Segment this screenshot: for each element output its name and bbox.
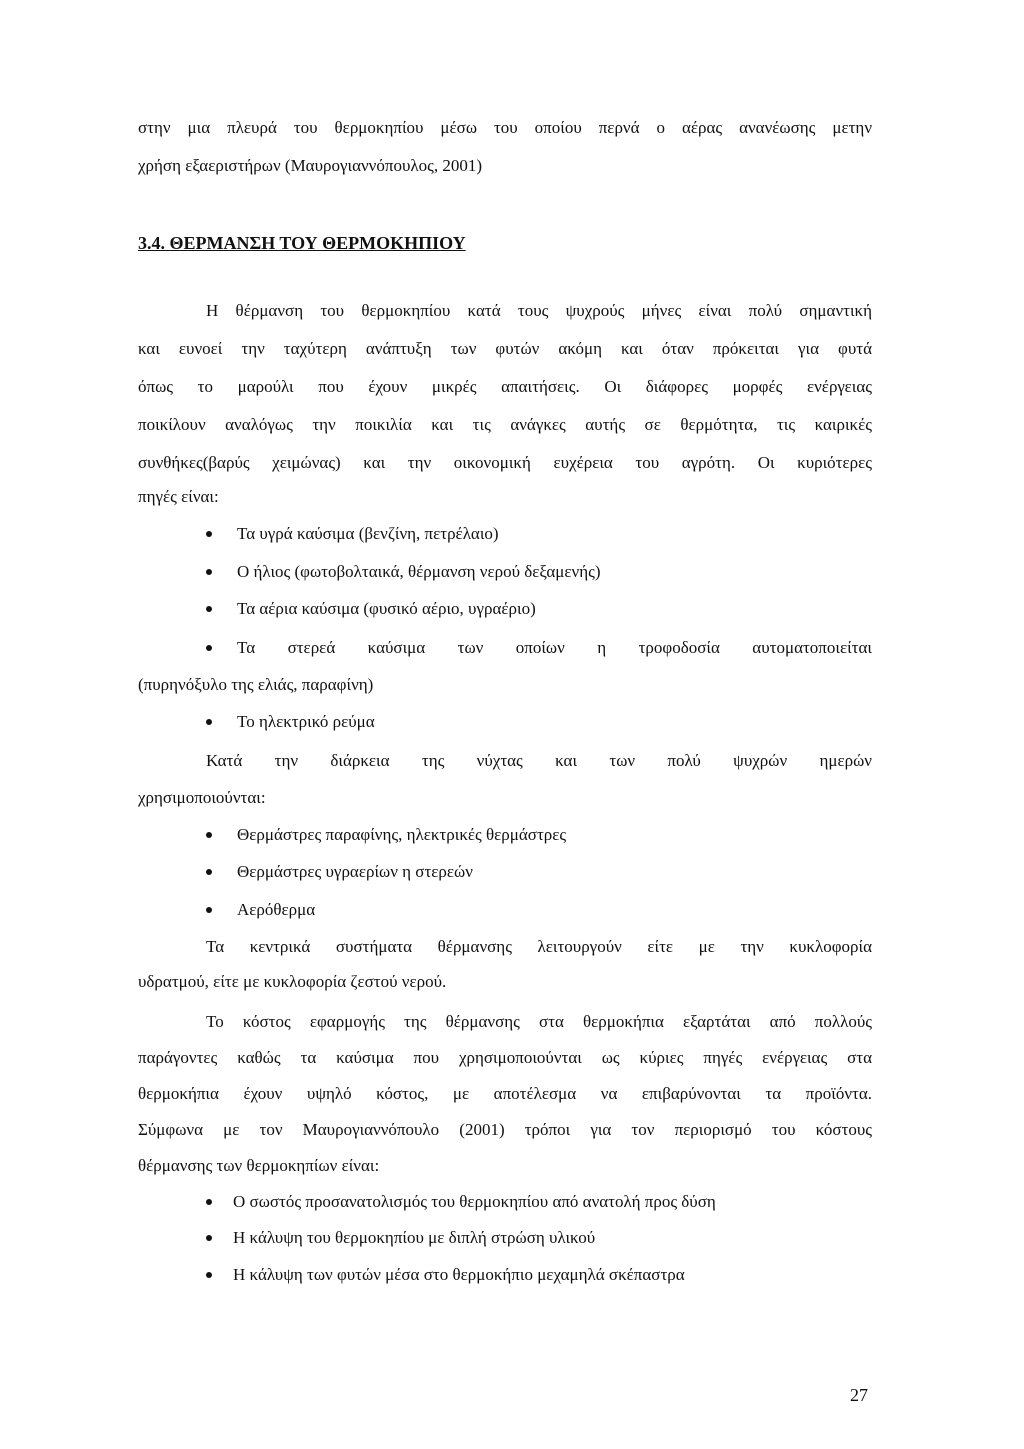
list-item-text: Θερμάστρες υγραερίων η στερεών: [237, 862, 473, 881]
bullet-icon: [206, 606, 212, 612]
bullet-icon: [206, 645, 212, 651]
list-item-text: Τα στερεά καύσιμα των οποίων η τροφοδοσία αυτοματοποιείται: [237, 638, 872, 657]
bullet-icon: [206, 1199, 212, 1205]
intro-line-2: χρήση εξαεριστήρων (Μαυρογιαννόπουλος, 2001): [138, 156, 482, 175]
central-line-2: υδρατμού, είτε με κυκλοφορία ζεστού νερού.: [138, 972, 447, 991]
page-number: 27: [850, 1385, 868, 1405]
list-item-text: Αερόθερμα: [237, 900, 316, 919]
bullet-icon: [206, 719, 212, 725]
para1-line-4: ποικίλουν αναλόγως την ποικιλία και τις ανάγκες αυτής σε θερμότητα, τις καιρικές: [138, 415, 872, 434]
list-item-text: Το ηλεκτρικό ρεύμα: [237, 712, 375, 731]
bullet-icon: [206, 569, 212, 575]
para1-line-6: πηγές είναι:: [138, 487, 219, 506]
list-item-text: Ο σωστός προσανατολισμός του θερμοκηπίου από ανατολή προς δύση: [233, 1192, 716, 1211]
bullet-icon: [206, 531, 212, 537]
list-item-text: Θερμάστρες παραφίνης, ηλεκτρικές θερμάστρες: [237, 825, 567, 844]
list-item-text: Η κάλυψη του θερμοκηπίου με διπλή στρώση υλικού: [233, 1228, 596, 1247]
intro-line-1: στην μια πλευρά του θερμοκηπίου μέσω του οποίου περνά ο αέρας ανανέωσης μετην: [138, 118, 872, 137]
bullet-icon: [206, 1235, 212, 1241]
night-line-2: χρησιμοποιούνται:: [138, 788, 266, 807]
section-heading: 3.4. ΘΕΡΜΑΝΣΗ ΤΟΥ ΘΕΡΜΟΚΗΠΙΟΥ: [138, 233, 466, 253]
bullet-icon: [206, 832, 212, 838]
list-item-continuation: (πυρηνόξυλο της ελιάς, παραφίνη): [138, 675, 374, 694]
cost-line-2: παράγοντες καθώς τα καύσιμα που χρησιμοποιούνται ως κύριες πηγές ενέργειας στα: [138, 1048, 872, 1067]
para1-line-3: όπως το μαρούλι που έχουν μικρές απαιτήσεις. Οι διάφορες μορφές ενέργειας: [138, 377, 872, 396]
central-line-1: Τα κεντρικά συστήματα θέρμανσης λειτουργούν είτε με την κυκλοφορία: [206, 937, 872, 956]
para1-line-2: και ευνοεί την ταχύτερη ανάπτυξη των φυτών ακόμη και όταν πρόκειται για φυτά: [138, 339, 872, 358]
list-item-text: Η κάλυψη των φυτών μέσα στο θερμοκήπιο μεχαμηλά σκέπαστρα: [233, 1265, 685, 1284]
cost-line-5: θέρμανσης των θερμοκηπίων είναι:: [138, 1156, 380, 1175]
para1-line-1: Η θέρμανση του θερμοκηπίου κατά τους ψυχρούς μήνες είναι πολύ σημαντική: [206, 301, 872, 320]
bullet-icon: [206, 1272, 212, 1278]
list-item-text: Τα αέρια καύσιμα (φυσικό αέριο, υγραέριο): [237, 599, 536, 618]
bullet-icon: [206, 869, 212, 875]
list-item-text: Τα υγρά καύσιμα (βενζίνη, πετρέλαιο): [237, 524, 499, 543]
para1-line-5: συνθήκες(βαρύς χειμώνας) και την οικονομική ευχέρεια του αγρότη. Οι κυριότερες: [138, 453, 872, 472]
cost-line-4: Σύμφωνα με τον Μαυρογιαννόπουλο (2001) τρόποι για τον περιορισμό του κόστους: [138, 1120, 872, 1139]
cost-line-3: θερμοκήπια έχουν υψηλό κόστος, με αποτέλεσμα να επιβαρύνονται τα προϊόντα.: [138, 1084, 872, 1103]
list-item-text: Ο ήλιος (φωτοβολταικά, θέρμανση νερού δεξαμενής): [237, 562, 601, 581]
night-line-1: Κατά την διάρκεια της νύχτας και των πολύ ψυχρών ημερών: [206, 751, 872, 770]
cost-line-1: Το κόστος εφαρμογής της θέρμανσης στα θερμοκήπια εξαρτάται από πολλούς: [206, 1012, 872, 1031]
bullet-icon: [206, 907, 212, 913]
